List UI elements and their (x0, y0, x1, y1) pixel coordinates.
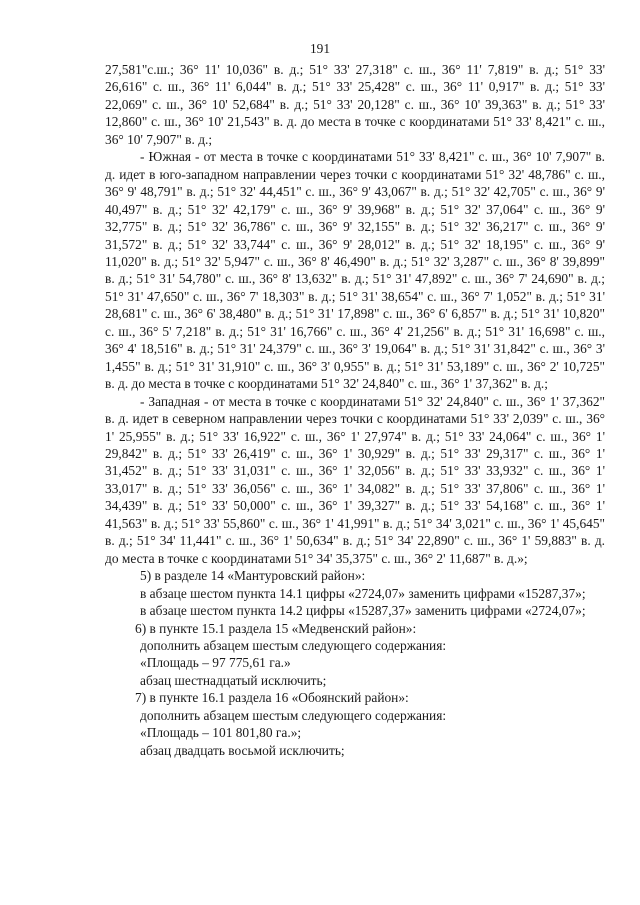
paragraph-item-14-1: в абзаце шестом пункта 14.1 цифры «2724,07» заменить цифрами «15287,37»; (140, 585, 586, 601)
paragraph-item-14-2: в абзаце шестом пункта 14.2 цифры «15287,37» заменить цифрами «2724,07»; (140, 603, 586, 619)
paragraph-add-sixth-16: дополнить абзацем шестым следующего содержания: (140, 707, 447, 723)
document-body (105, 61, 605, 759)
paragraph-item-7: 7) в пункте 16.1 раздела 16 «Обоянский район»: (135, 690, 409, 706)
paragraph-add-sixth-15: дополнить абзацем шестым следующего содержания: (140, 637, 447, 653)
paragraph-item-6: 6) в пункте 15.1 раздела 15 «Медвенский район»: (135, 620, 417, 636)
paragraph-south-boundary: - Южная - от места в точке с координатами 51° 33' 8,421" с. ш., 36° 10' 7,907" в. д. идет в юго-западном направлении через точки с координатами 51° 32' 48,786" с. ш., 36° 9' 48,791" в. д.; 51° 32' 44,451" с. ш., 36° 9' 43,067" в. д.; 51° 32' 42,705" с. ш., 36° 9' 40,497" в. д.; 51° 32' 42,179" с. ш., 36° 9' 39,968" в. д.; 51° 32' 37,064" с. ш., 36° 9' 32,775" в. д.; 51° 32' 36,786" с. ш., 36° 9' 32,155" в. д.; 51° 32' 36,217" с. ш., 36° 9' 31,572" в. д.; 51° 32' 33,744" с. ш., 36° 9' 28,012" в. д.; 51° 32' 18,195" с. ш., 36° 9' 11,020" в. д.; 51° 32' 5,947" с. ш., 36° 8' 46,490" в. д.; 51° 32' 3,287" с. ш., 36° 8' 39,899" в. д.; 51° 31' 54,780" с. ш., 36° 8' 13,632" в. д.; 51° 31' 47,892" с. ш., 36° 7' 24,690" в. д.; 51° 31' 47,650" с. ш., 36° 7' 18,303" в. д.; 51° 31' 38,654" с. ш., 36° 7' 1,052" в. д.; 51° 31' 28,681" с. ш., 36° 6' 38,480" в. д.; 51° 31' 17,898" с. ш., 36° 6' 6,857" в. д.; 51° 31' 10,820" с. ш., 36° 5' 7,218" в. д.; 51° 31' 16,766" с. ш., 36° 4' 21,256" в. д.; 51° 31' 16,698" с. ш., 36° 4' 18,516" в. д.; 51° 31' 24,379" с. ш., 36° 3' 19,064" в. д.; 51° 31' 31,842" с. ш., 36° 3' 1,455" в. д.; 51° 31' 31,910" с. ш., 36° 3' 0,955" в. д.; 51° 31' 53,189" с. ш., 36° 2' 10,725" в. д. до места в точке с координатами 51° 32' 24,840" с. ш., 36° 1' 37,362" в. д.; (105, 149, 605, 392)
page-number: 191 (309, 41, 331, 56)
paragraph-area-16: «Площадь – 101 801,80 га.»; (140, 725, 302, 741)
paragraph-item-5: 5) в разделе 14 «Мантуровский район»: (140, 568, 366, 584)
paragraph-exclude-16th: абзац шестнадцатый исключить; (140, 672, 327, 688)
paragraph-coordinates-continued: 27,581"с.ш.; 36° 11' 10,036" в. д.; 51° 33' 27,318" с. ш., 36° 11' 7,819" в. д.; 51° 33' 26,616" с. ш., 36° 11' 6,044" в. д.; 51° 33' 25,428" с. ш., 36° 11' 0,917" в. д.; 51° 33' 22,069" с. ш., 36° 10' 52,684" в. д.; 51° 33' 20,128" с. ш., 36° 10' 39,363" в. д.; 51° 33' 12,860" с. ш., 36° 10' 21,543" в. д. до места в точке с координатами 51° 33' 8,421" с. ш., 36° 10' 7,907" в. д.; (105, 62, 605, 147)
paragraph-west-boundary: - Западная - от места в точке с координатами 51° 32' 24,840" с. ш., 36° 1' 37,362" в. д. идет в северном направлении через точки с координатами 51° 33' 2,039" с. ш., 36° 1' 25,955" в. д.; 51° 33' 16,922" с. ш., 36° 1' 27,974" в. д.; 51° 33' 24,064" с. ш., 36° 1' 29,842" в. д.; 51° 33' 26,419" с. ш., 36° 1' 30,929" в. д.; 51° 33' 29,317" с. ш., 36° 1' 31,452" в. д.; 51° 33' 31,031" с. ш., 36° 1' 32,056" в. д.; 51° 33' 33,932" с. ш., 36° 1' 33,017" в. д.; 51° 33' 36,056" с. ш., 36° 1' 34,082" в. д.; 51° 33' 37,806" с. ш., 36° 1' 34,439" в. д.; 51° 33' 50,000" с. ш., 36° 1' 39,327" в. д.; 51° 33' 54,168" с. ш., 36° 1' 41,563" в. д.; 51° 33' 55,860" с. ш., 36° 1' 41,991" в. д.; 51° 34' 3,021" с. ш., 36° 1' 45,645" в. д.; 51° 34' 11,441" с. ш., 36° 1' 50,634" в. д.; 51° 34' 22,890" с. ш., 36° 1' 59,883" в. д. до места в точке с координатами 51° 34' 35,375" с. ш., 36° 2' 11,687" в. д.»; (105, 393, 605, 566)
paragraph-exclude-28th: абзац двадцать восьмой исключить; (140, 742, 345, 758)
paragraph-area-15: «Площадь – 97 775,61 га.» (140, 655, 291, 671)
